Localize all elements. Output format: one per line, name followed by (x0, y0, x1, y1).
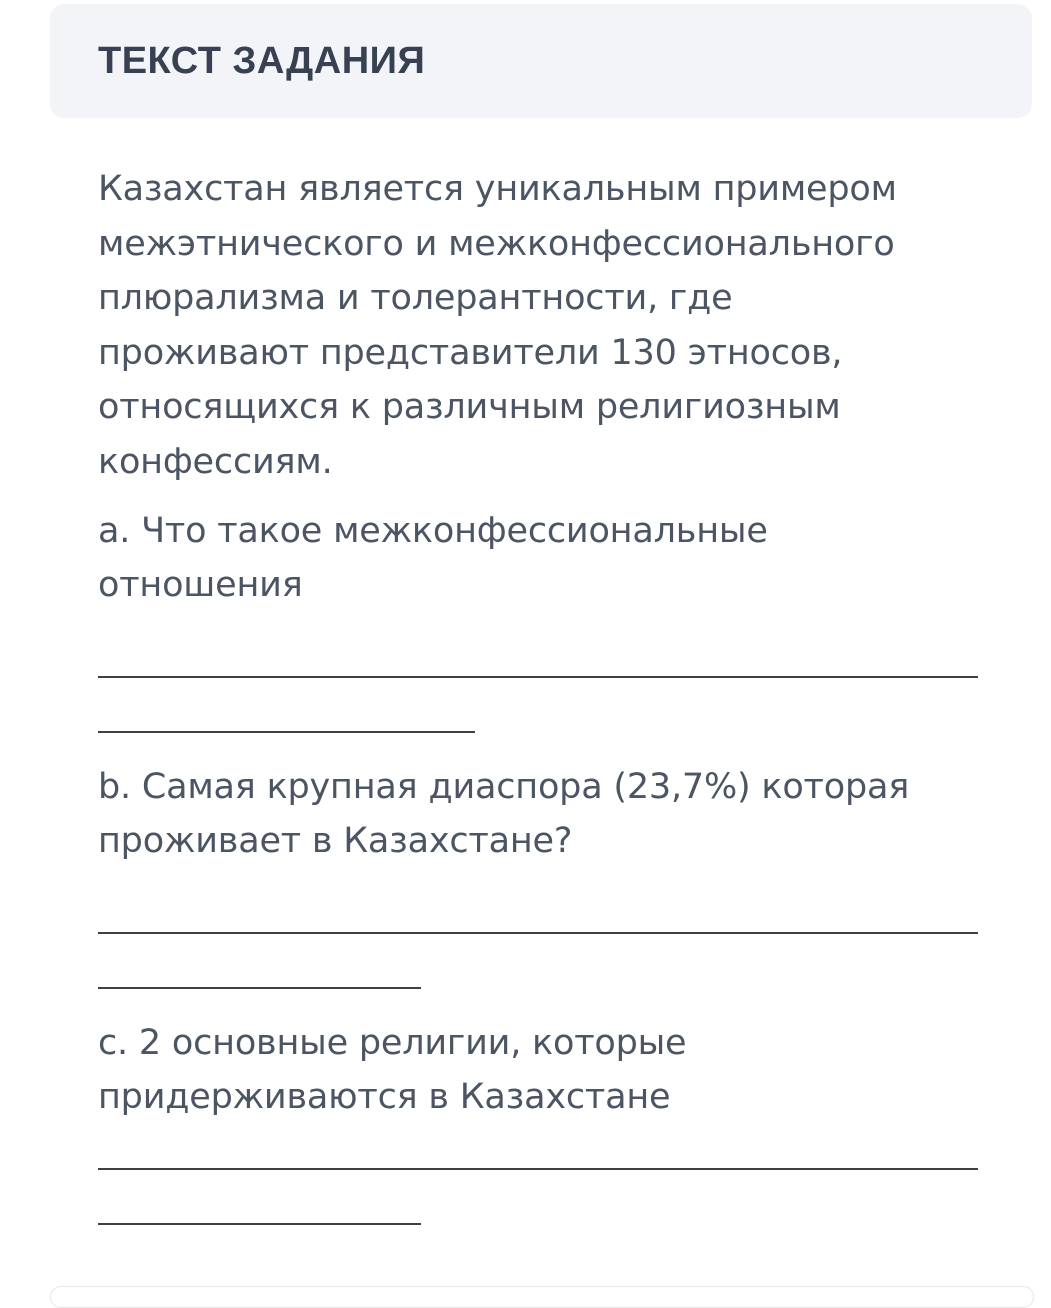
next-card-edge (50, 1286, 1034, 1308)
task-header (50, 4, 1032, 118)
answer-line-b-1[interactable] (98, 932, 978, 934)
intro-line: конфессиям. (98, 441, 333, 482)
question-b (98, 760, 909, 868)
question-c-line: c. 2 основные религии, которые (98, 1023, 687, 1063)
question-a-line: отношения (98, 565, 303, 605)
question-c-line: придерживаются в Казахстане (98, 1077, 671, 1117)
answer-line-a-2[interactable] (98, 731, 475, 733)
answer-line-a-1[interactable] (98, 676, 978, 678)
task-header-title: ТЕКСТ ЗАДАНИЯ (98, 40, 426, 82)
question-a-line: a. Что такое межконфессиональные (98, 511, 768, 551)
intro-line: Казахстан является уникальным примером (98, 169, 897, 209)
answer-line-c-1[interactable] (98, 1168, 978, 1170)
intro-line: межэтнического и межконфессионального (98, 223, 895, 264)
task-intro-paragraph (98, 162, 897, 489)
question-c (98, 1016, 686, 1124)
question-a (98, 504, 768, 612)
intro-line: относящихся к различным религиозным (98, 387, 841, 427)
answer-line-b-2[interactable] (98, 987, 421, 989)
question-b-line: b. Самая крупная диаспора (23,7%) которая (98, 767, 910, 807)
answer-line-c-2[interactable] (98, 1223, 421, 1225)
question-b-line: проживает в Казахстане? (98, 821, 573, 861)
intro-line: плюрализма и толерантности, где (98, 278, 733, 318)
intro-line: проживают представители 130 этносов, (98, 332, 843, 373)
